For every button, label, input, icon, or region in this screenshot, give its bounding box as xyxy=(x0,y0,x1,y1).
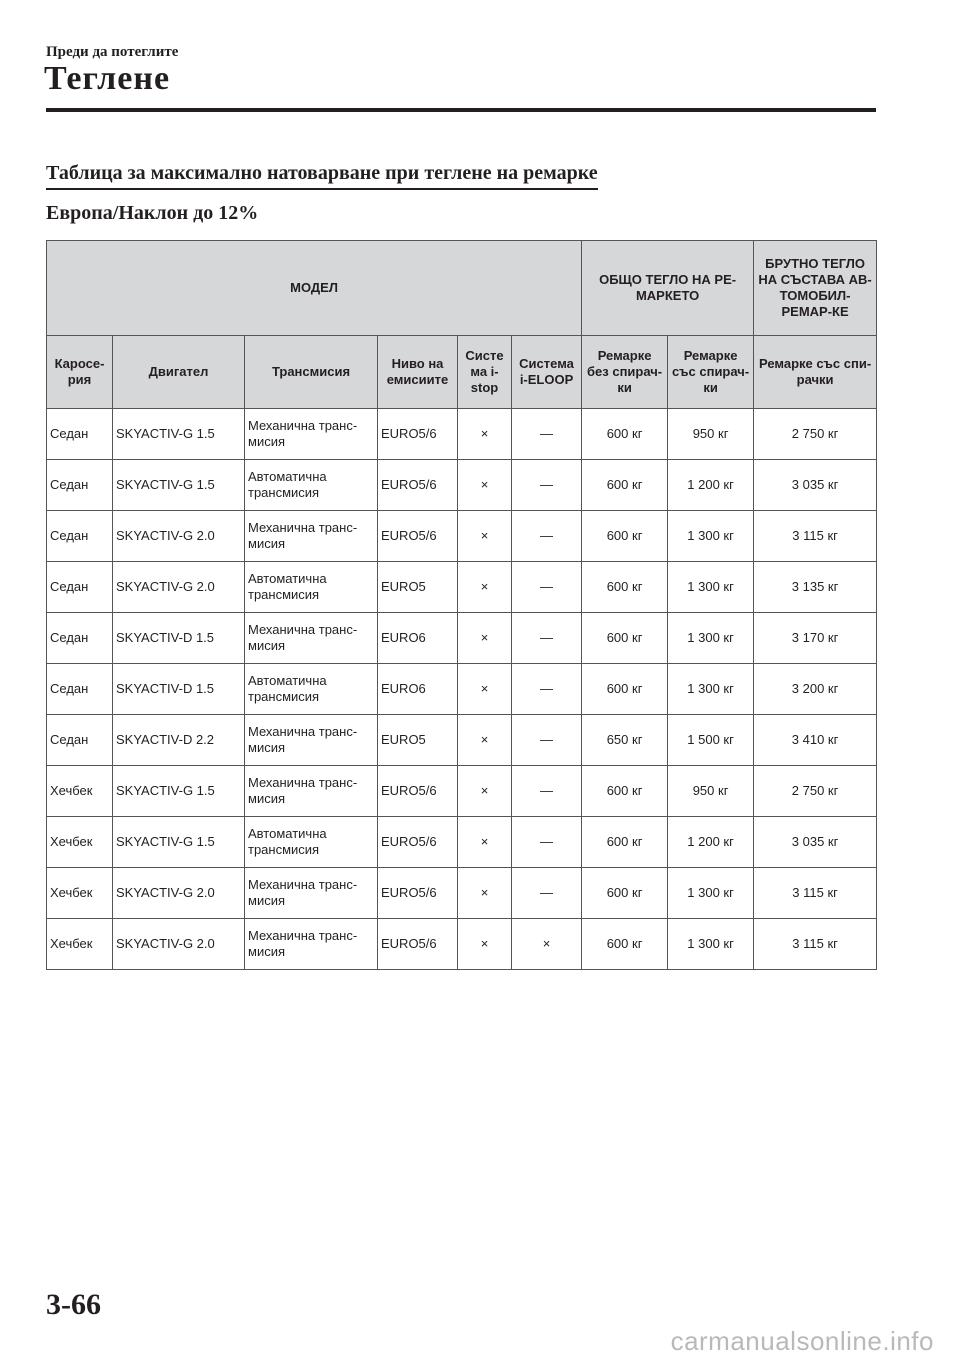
column-header-engine: Двигател xyxy=(113,336,245,409)
cell-istop: × xyxy=(458,664,512,715)
column-header-emission: Ниво на емисиите xyxy=(378,336,458,409)
cell-emission: EURO5 xyxy=(378,715,458,766)
table-row xyxy=(47,766,877,817)
cell-gross: 3 170 кг xyxy=(754,613,877,664)
cell-emission: EURO5/6 xyxy=(378,409,458,460)
cell-transmission: Механична транс-мисия xyxy=(245,766,378,817)
table-row xyxy=(47,613,877,664)
cell-engine: SKYACTIV-D 1.5 xyxy=(113,664,245,715)
table-row xyxy=(47,817,877,868)
column-header-body: Каросе-рия xyxy=(47,336,113,409)
cell-unbraked: 650 кг xyxy=(582,715,668,766)
table-row xyxy=(47,664,877,715)
cell-istop: × xyxy=(458,409,512,460)
cell-engine: SKYACTIV-G 1.5 xyxy=(113,766,245,817)
cell-ieloop: — xyxy=(512,715,582,766)
cell-braked: 1 300 кг xyxy=(668,511,754,562)
cell-ieloop: — xyxy=(512,664,582,715)
cell-gross: 3 035 кг xyxy=(754,460,877,511)
cell-ieloop: — xyxy=(512,460,582,511)
cell-unbraked: 600 кг xyxy=(582,562,668,613)
cell-engine: SKYACTIV-G 1.5 xyxy=(113,817,245,868)
cell-istop: × xyxy=(458,919,512,970)
cell-braked: 950 кг xyxy=(668,766,754,817)
table-group-header-row xyxy=(47,241,877,336)
towing-capacity-table xyxy=(46,240,877,970)
cell-ieloop: — xyxy=(512,766,582,817)
cell-braked: 1 300 кг xyxy=(668,562,754,613)
column-header-transmission: Трансмисия xyxy=(245,336,378,409)
cell-engine: SKYACTIV-G 2.0 xyxy=(113,511,245,562)
cell-unbraked: 600 кг xyxy=(582,664,668,715)
cell-istop: × xyxy=(458,460,512,511)
cell-gross: 3 410 кг xyxy=(754,715,877,766)
cell-gross: 2 750 кг xyxy=(754,409,877,460)
cell-unbraked: 600 кг xyxy=(582,919,668,970)
breadcrumb: Преди да потеглите xyxy=(46,44,179,60)
header-model: МОДЕЛ xyxy=(47,241,582,336)
cell-istop: × xyxy=(458,511,512,562)
cell-ieloop: — xyxy=(512,409,582,460)
cell-gross: 3 035 кг xyxy=(754,817,877,868)
table-row xyxy=(47,919,877,970)
cell-braked: 950 кг xyxy=(668,409,754,460)
chapter-divider xyxy=(46,108,876,112)
cell-transmission: Автоматична трансмисия xyxy=(245,460,378,511)
cell-gross: 3 135 кг xyxy=(754,562,877,613)
cell-istop: × xyxy=(458,766,512,817)
cell-body: Хечбек xyxy=(47,919,113,970)
cell-braked: 1 200 кг xyxy=(668,460,754,511)
cell-gross: 3 115 кг xyxy=(754,919,877,970)
cell-engine: SKYACTIV-G 2.0 xyxy=(113,919,245,970)
cell-body: Хечбек xyxy=(47,817,113,868)
cell-ieloop: — xyxy=(512,511,582,562)
cell-transmission: Механична транс-мисия xyxy=(245,715,378,766)
column-header-istop: Систе ма i-stop xyxy=(458,336,512,409)
cell-gross: 3 115 кг xyxy=(754,868,877,919)
table-row xyxy=(47,562,877,613)
cell-istop: × xyxy=(458,562,512,613)
cell-unbraked: 600 кг xyxy=(582,613,668,664)
cell-emission: EURO6 xyxy=(378,613,458,664)
cell-transmission: Автоматична трансмисия xyxy=(245,562,378,613)
table-row xyxy=(47,868,877,919)
table-row xyxy=(47,409,877,460)
cell-gross: 2 750 кг xyxy=(754,766,877,817)
cell-emission: EURO6 xyxy=(378,664,458,715)
cell-transmission: Автоматична трансмисия xyxy=(245,664,378,715)
header-gross-weight: БРУТНО ТЕГЛО НА СЪСТАВА АВ-ТОМОБИЛ-РЕМАР-КЕ xyxy=(754,241,877,336)
cell-istop: × xyxy=(458,868,512,919)
cell-body: Седан xyxy=(47,460,113,511)
chapter-title: Теглене xyxy=(44,60,171,97)
cell-engine: SKYACTIV-G 2.0 xyxy=(113,868,245,919)
cell-engine: SKYACTIV-G 1.5 xyxy=(113,409,245,460)
header-trailer-weight: ОБЩО ТЕГЛО НА РЕ-МАРКЕТО xyxy=(582,241,754,336)
subsection-title: Европа/Наклон до 12% xyxy=(46,202,259,224)
cell-transmission: Механична транс-мисия xyxy=(245,868,378,919)
cell-body: Седан xyxy=(47,664,113,715)
column-header-gross-braked: Ремарке със спи-рачки xyxy=(754,336,877,409)
cell-unbraked: 600 кг xyxy=(582,409,668,460)
cell-engine: SKYACTIV-D 2.2 xyxy=(113,715,245,766)
cell-unbraked: 600 кг xyxy=(582,460,668,511)
cell-gross: 3 200 кг xyxy=(754,664,877,715)
cell-ieloop: × xyxy=(512,919,582,970)
cell-istop: × xyxy=(458,817,512,868)
table-row xyxy=(47,460,877,511)
cell-ieloop: — xyxy=(512,868,582,919)
cell-transmission: Механична транс-мисия xyxy=(245,511,378,562)
cell-body: Седан xyxy=(47,613,113,664)
cell-braked: 1 500 кг xyxy=(668,715,754,766)
table-body xyxy=(47,409,877,970)
cell-braked: 1 200 кг xyxy=(668,817,754,868)
cell-ieloop: — xyxy=(512,613,582,664)
cell-emission: EURO5/6 xyxy=(378,766,458,817)
cell-emission: EURO5 xyxy=(378,562,458,613)
cell-transmission: Механична транс-мисия xyxy=(245,409,378,460)
cell-emission: EURO5/6 xyxy=(378,511,458,562)
column-header-braked: Ремарке със спирач-ки xyxy=(668,336,754,409)
cell-emission: EURO5/6 xyxy=(378,919,458,970)
cell-engine: SKYACTIV-G 2.0 xyxy=(113,562,245,613)
cell-body: Хечбек xyxy=(47,766,113,817)
table-row xyxy=(47,511,877,562)
cell-emission: EURO5/6 xyxy=(378,460,458,511)
cell-braked: 1 300 кг xyxy=(668,868,754,919)
cell-engine: SKYACTIV-D 1.5 xyxy=(113,613,245,664)
cell-unbraked: 600 кг xyxy=(582,766,668,817)
cell-braked: 1 300 кг xyxy=(668,613,754,664)
cell-unbraked: 600 кг xyxy=(582,511,668,562)
cell-transmission: Механична транс-мисия xyxy=(245,919,378,970)
cell-braked: 1 300 кг xyxy=(668,664,754,715)
cell-body: Седан xyxy=(47,715,113,766)
column-header-ieloop: Система i-ELOOP xyxy=(512,336,582,409)
cell-ieloop: — xyxy=(512,562,582,613)
cell-istop: × xyxy=(458,613,512,664)
cell-emission: EURO5/6 xyxy=(378,817,458,868)
cell-ieloop: — xyxy=(512,817,582,868)
cell-emission: EURO5/6 xyxy=(378,868,458,919)
cell-engine: SKYACTIV-G 1.5 xyxy=(113,460,245,511)
watermark: carmanualsonline.info xyxy=(670,1326,934,1356)
page-number: 3-66 xyxy=(46,1288,101,1321)
cell-body: Хечбек xyxy=(47,868,113,919)
cell-unbraked: 600 кг xyxy=(582,817,668,868)
cell-gross: 3 115 кг xyxy=(754,511,877,562)
cell-istop: × xyxy=(458,715,512,766)
table-row xyxy=(47,715,877,766)
cell-unbraked: 600 кг xyxy=(582,868,668,919)
cell-transmission: Механична транс-мисия xyxy=(245,613,378,664)
cell-body: Седан xyxy=(47,409,113,460)
cell-braked: 1 300 кг xyxy=(668,919,754,970)
cell-transmission: Автоматична трансмисия xyxy=(245,817,378,868)
cell-body: Седан xyxy=(47,562,113,613)
section-title: Таблица за максимално натоварване при теглене на ремарке xyxy=(46,162,598,190)
column-header-unbraked: Ремарке без спирач-ки xyxy=(582,336,668,409)
table-column-header-row xyxy=(47,336,877,409)
cell-body: Седан xyxy=(47,511,113,562)
